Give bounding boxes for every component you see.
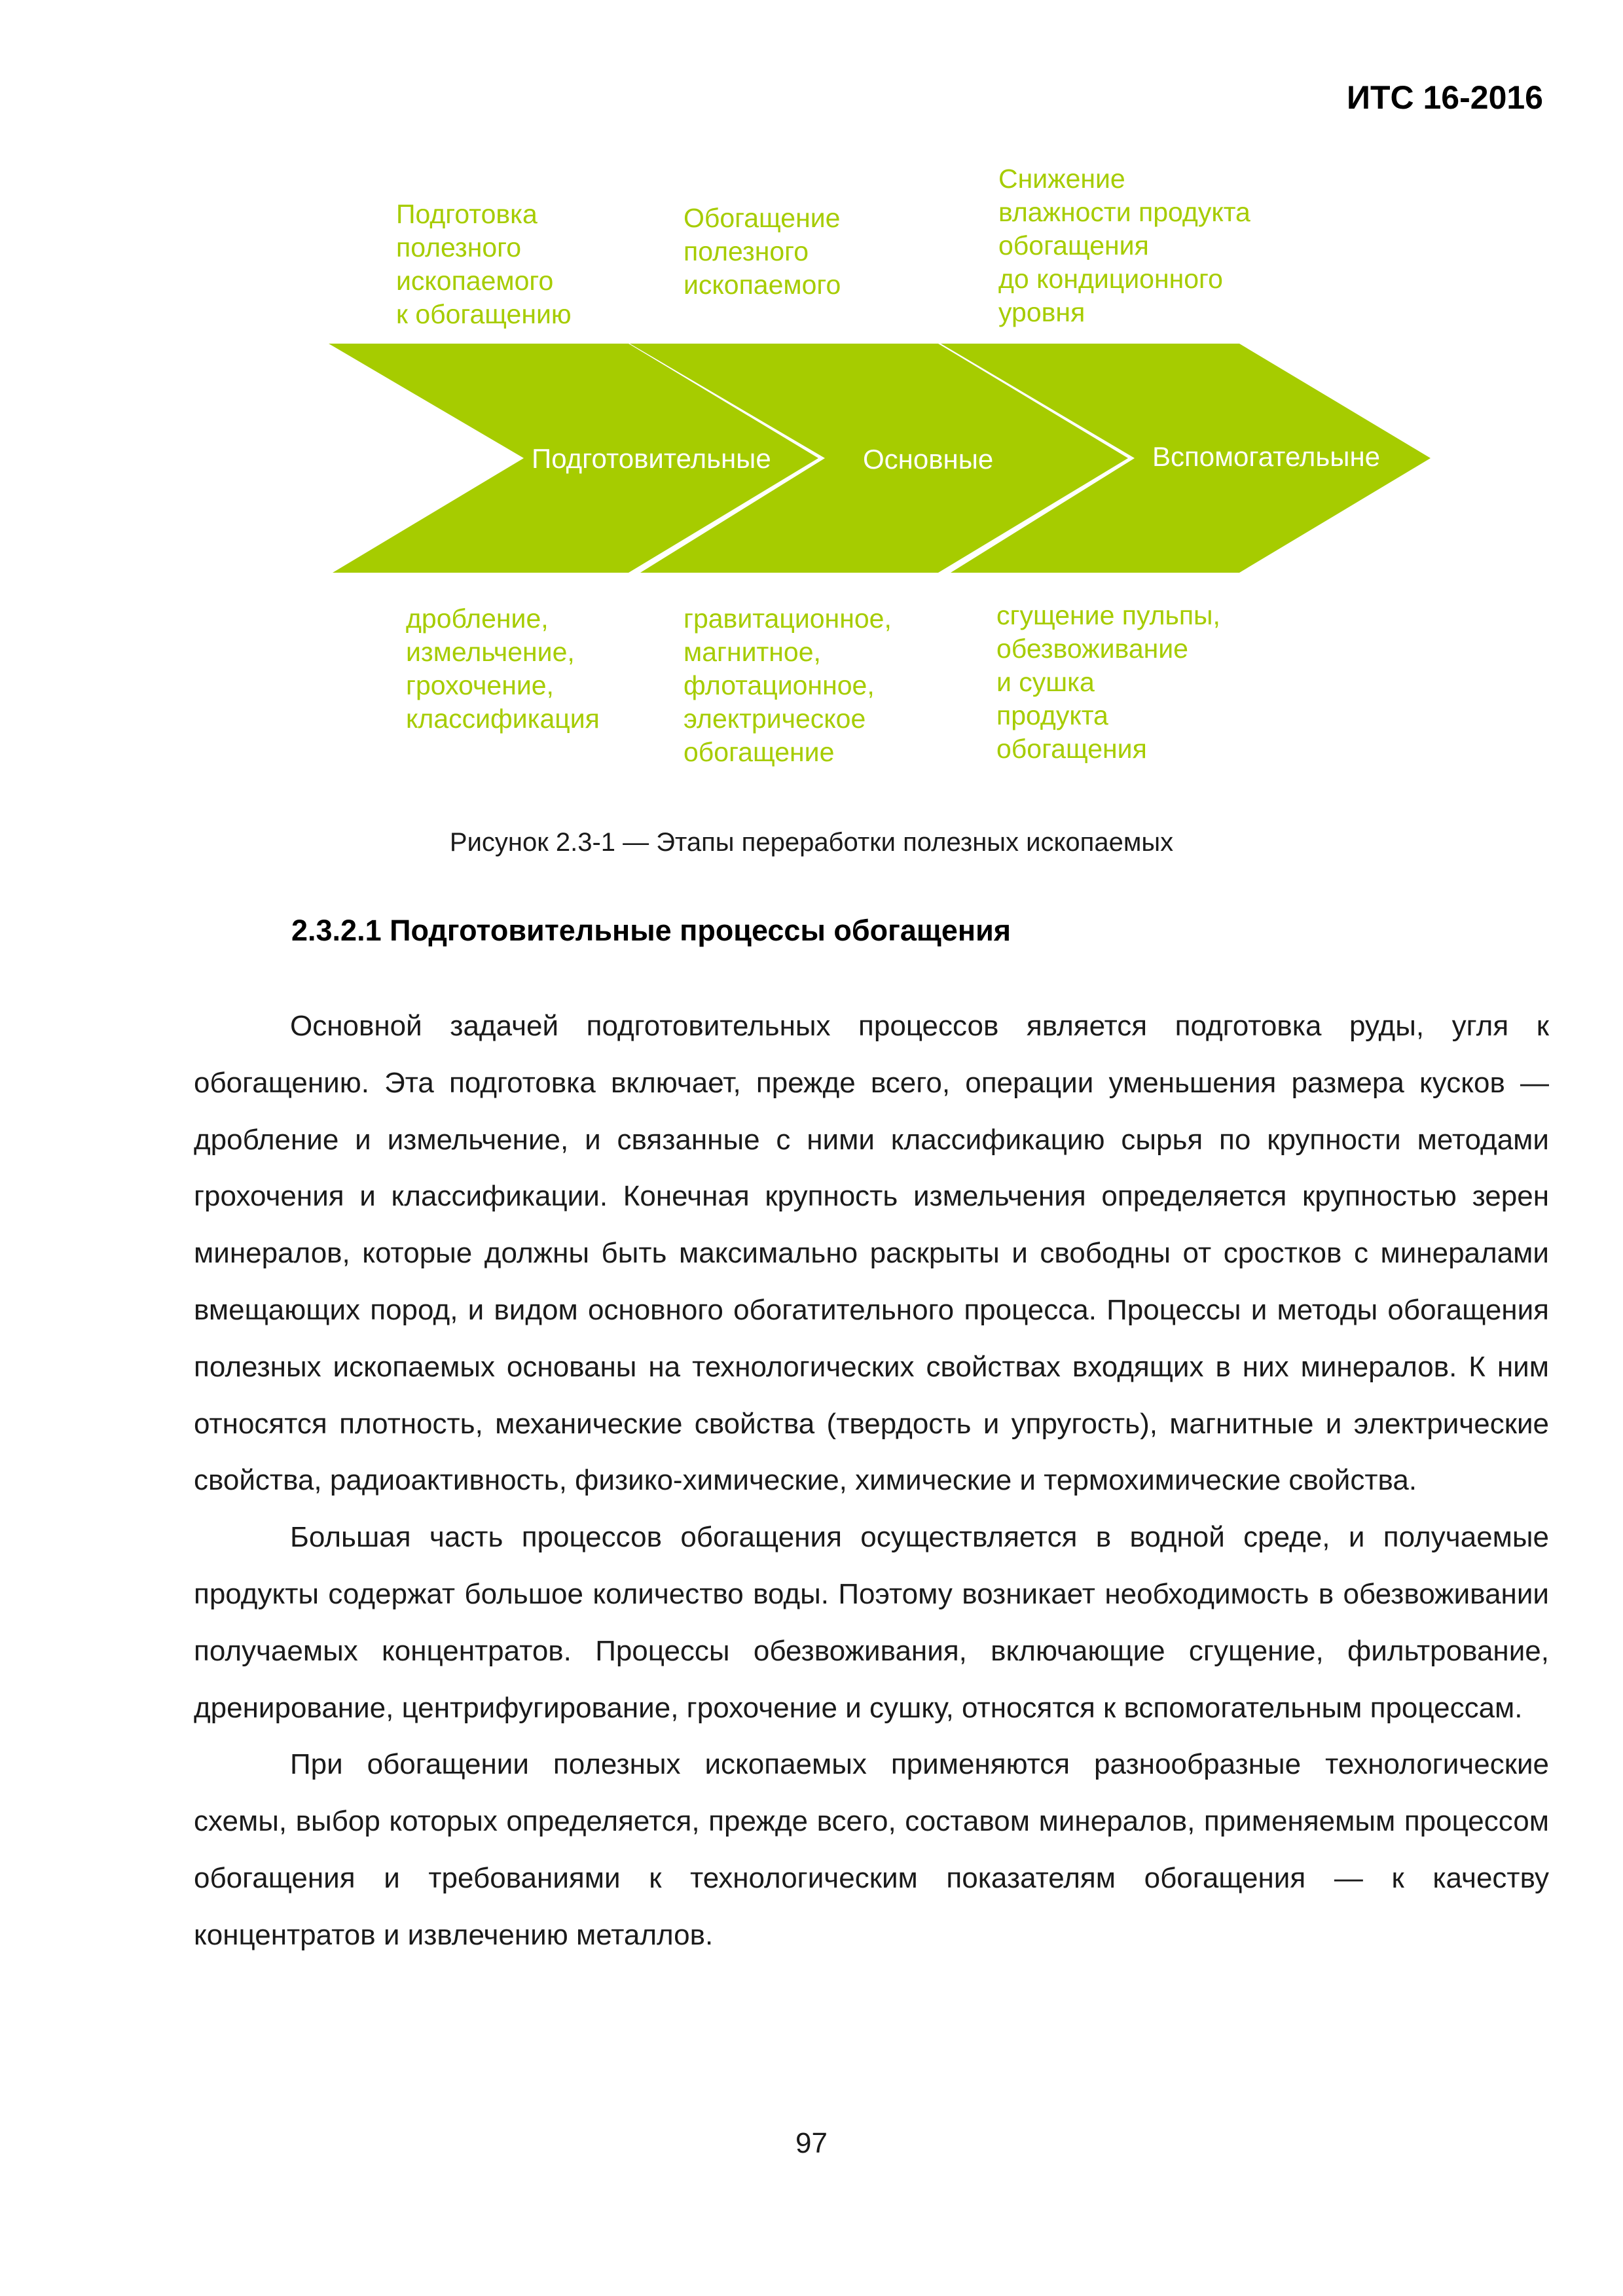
stage-2-goal: Обогащение полезного ископаемого	[684, 203, 841, 300]
paragraph: Основной задачей подготовительных процессов является подготовка руды, угля к обогащению. Эта подготовка включает, прежде всего, операции уменьшения размера кусков — дробление и измельчение, и связанные с ними классификацию сырья по крупности методами грохочения и классификации. Конечная крупность измельчения определяется крупностью зерен минералов, которые должны быть максимально раскрыты и свободны от сростков с минералами вмещающих пород, и видом основного обогатительного процесса. Процессы и методы обогащения полезных ископаемых основаны на технологических свойствах входящих в них минералов. К ним относятся плотность, механические свойства (твердость и упругость), магнитные и электрические свойства, радиоактивность, физико-химические, химические и термохимические свойства.	[194, 1010, 1549, 1497]
process-stages-diagram	[0, 0, 1623, 798]
stage-3-label: Вспомогательыне	[1152, 441, 1381, 472]
stage-2-methods: гравитационное, магнитное, флотационное, электрическое обогащение	[684, 603, 892, 767]
body-text	[194, 998, 1549, 1964]
paragraph: При обогащении полезных ископаемых применяются разнообразные технологические схемы, выбор которых определяется, прежде всего, составом минералов, применяемым процессом обогащения и требованиями к технологическим показателям обогащения — к качеству концентратов и извлечению металлов.	[194, 1748, 1549, 1951]
document-code: ИТС 16-2016	[1347, 79, 1543, 116]
stage-1-goal: Подготовка полезного ископаемого к обогащению	[396, 199, 572, 329]
stage-3-goal: Снижение влажности продукта обогащения до кондиционного уровня	[998, 164, 1250, 327]
figure-caption: Рисунок 2.3-1 — Этапы переработки полезных ископаемых	[449, 828, 1174, 857]
stage-3-methods: сгущение пульпы, обезвоживание и сушка продукта обогащения	[996, 600, 1220, 764]
section-heading: 2.3.2.1 Подготовительные процессы обогащения	[291, 914, 1012, 947]
stage-2-label: Основные	[863, 444, 994, 475]
paragraph: Большая часть процессов обогащения осуществляется в водной среде, и получаемые продукты содержат большое количество воды. Поэтому возникает необходимость в обезвоживании получаемых концентратов. Процессы обезвоживания, включающие сгущение, фильтрование, дренирование, центрифугирование, грохочение и сушку, относятся к вспомогательным процессам.	[194, 1521, 1549, 1724]
page-number: 97	[795, 2127, 828, 2159]
stage-1-label: Подготовительные	[532, 443, 771, 474]
stage-1-methods: дробление, измельчение, грохочение, классификация	[406, 603, 600, 734]
